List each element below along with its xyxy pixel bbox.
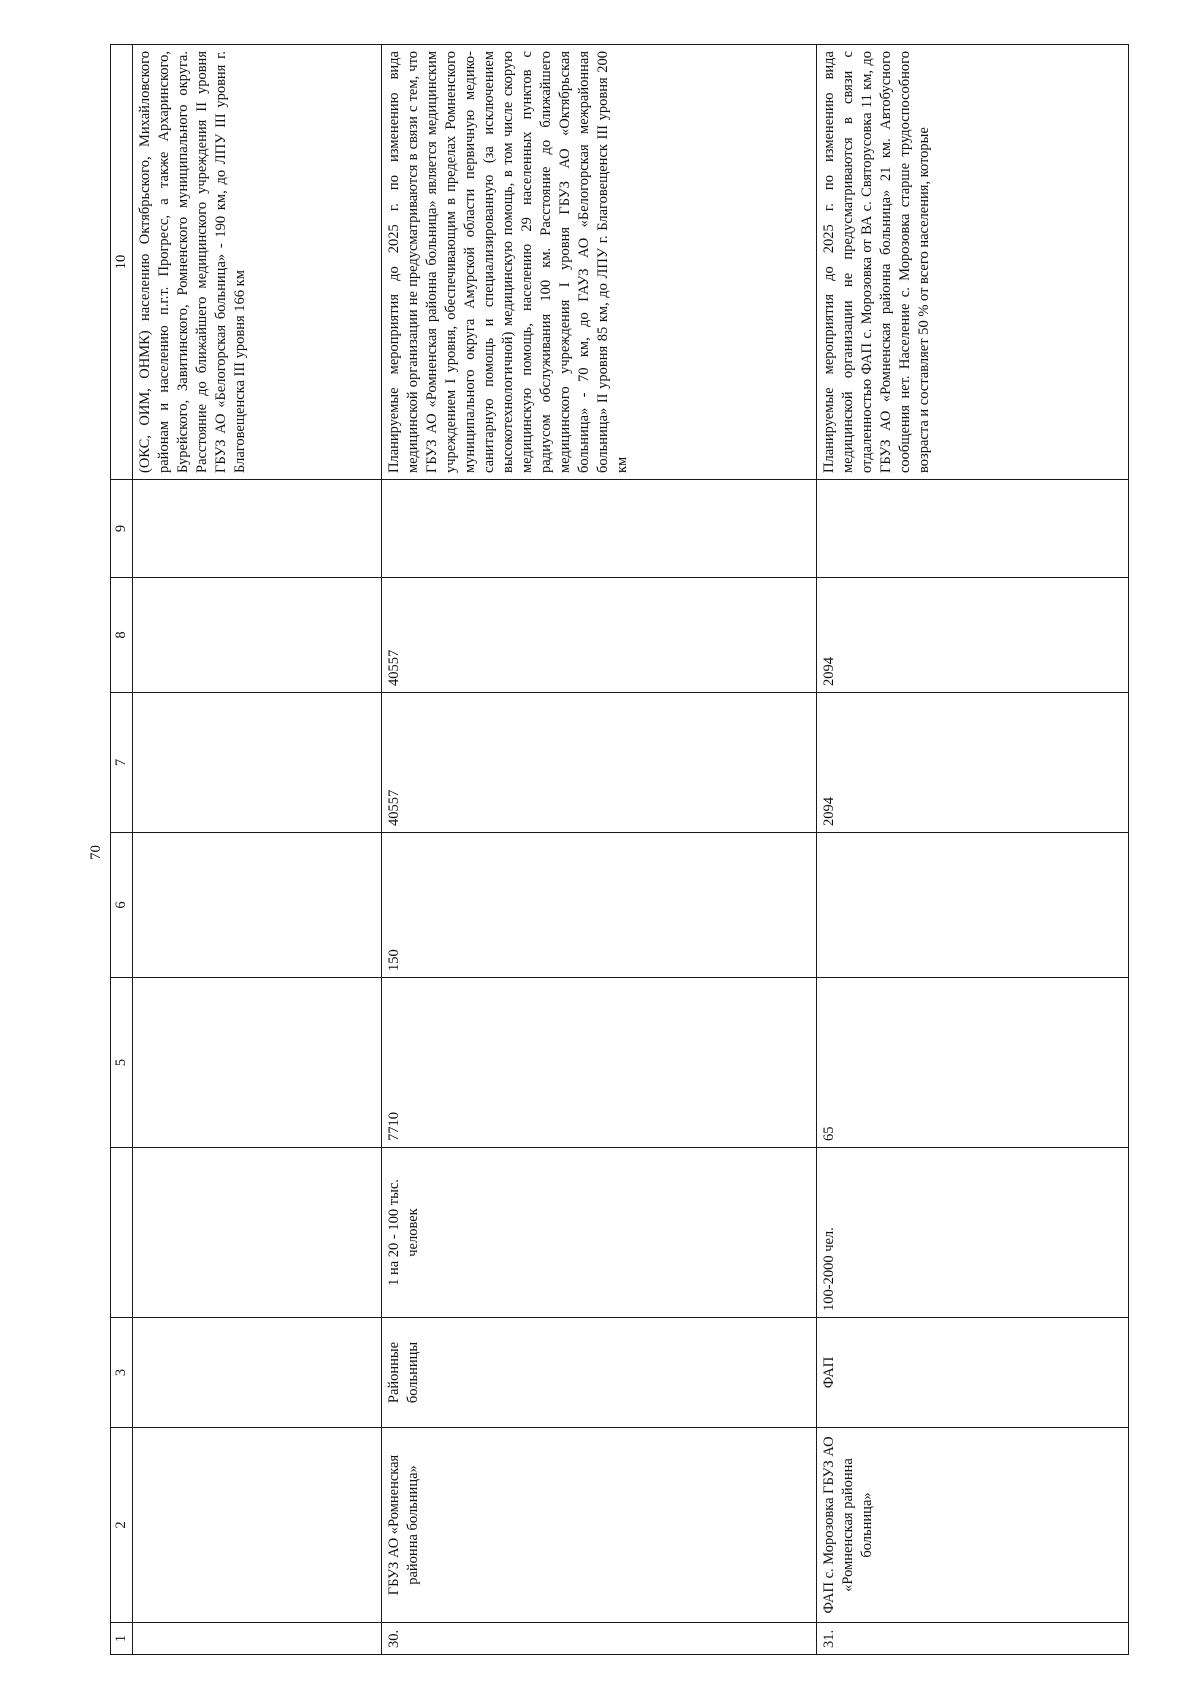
justification-text: Планируемые мероприятия до 2025 г. по изменению вида медицинской организации не предусматриваются в связи с тем, что ГБУЗ АО «Ромненская районна больница» является медицинским учреждением I уровня, обеспечивающим в пределах Ромненского муниципального округа Амурской области первичную медико-санитарную помощь и специализированную (за исключением высокотехнологичной) медицинскую помощь, в том числе скорую медицинскую помощь, населению 29 населенных пунктов с радиусом обслуживания 100 км. Расстояние до ближайшего медицинского учреждения I уровня ГБУЗ АО «Октябрьская больница» - 70 км, до ГАУЗ АО «Белогорская межрайонная больница» II уровня 85 км, до ЛПУ г. Благовещенск III уровня 200 км [382, 45, 817, 480]
header-cell: 7 [111, 693, 133, 833]
justification-text: Планируемые мероприятия до 2025 г. по изменению вида медицинской организации не предусматриваются в связи с отдаленностью ФАП с. Морозовка от ВА с. Святорусовка 11 км, до ГБУЗ АО «Ромненская районна больница» 21 км. Автобусного сообщения нет. Население с. Морозовка старше трудоспособного возраста и составляет 50 % от всего населения, которые [817, 45, 1129, 480]
service-norm [133, 1148, 382, 1318]
header-cell: 6 [111, 833, 133, 978]
header-cell [111, 1148, 133, 1318]
cell-9 [382, 480, 817, 578]
row-number [133, 1623, 382, 1655]
header-cell: 3 [111, 1318, 133, 1428]
header-cell: 1 [111, 1623, 133, 1655]
header-cell: 5 [111, 978, 133, 1148]
cell-7: 40557 [382, 693, 817, 833]
cell-7: 2094 [817, 693, 1129, 833]
facility-type: ФАП [817, 1318, 1129, 1428]
facilities-table [110, 44, 1129, 1655]
table-row [817, 45, 1129, 1655]
cell-5 [133, 978, 382, 1148]
cell-5: 7710 [382, 978, 817, 1148]
facility-name [133, 1428, 382, 1623]
row-number: 31. [817, 1623, 1129, 1655]
cell-8: 2094 [817, 578, 1129, 693]
justification-text: (ОКС, ОИМ, ОНМК) населению Октябрьского, Михайловского районам и населению п.г.т. Прогресс, а также Архаринского, Бурейского, Завитинского, Ромненского муниципального округа. Расстояние до ближайшего медицинского учреждения II уровня ГБУЗ АО «Белогорская больница» - 190 км, до ЛПУ III уровня г. Благовещенска III уровня 166 км [133, 45, 382, 480]
header-row [111, 45, 133, 1655]
facility-name: ГБУЗ АО «Ромненская районна больница» [382, 1428, 817, 1623]
header-cell: 9 [111, 480, 133, 578]
service-norm: 1 на 20 - 100 тыс. человек [382, 1148, 817, 1318]
cell-6 [817, 833, 1129, 978]
cell-5: 65 [817, 978, 1129, 1148]
cell-7 [133, 693, 382, 833]
cell-8: 40557 [382, 578, 817, 693]
header-cell: 8 [111, 578, 133, 693]
header-cell: 10 [111, 45, 133, 480]
cell-6: 150 [382, 833, 817, 978]
facility-name: ФАП с. Морозовка ГБУЗ АО «Ромненская районна больница» [817, 1428, 1129, 1623]
service-norm: 100-2000 чел. [817, 1148, 1129, 1318]
cell-8 [133, 578, 382, 693]
cell-9 [133, 480, 382, 578]
table-row [133, 45, 382, 1655]
cell-6 [133, 833, 382, 978]
header-cell: 2 [111, 1428, 133, 1623]
facility-type [133, 1318, 382, 1428]
row-number: 30. [382, 1623, 817, 1655]
rotated-page [110, 45, 1155, 1655]
page-number: 70 [88, 845, 104, 860]
table-row [382, 45, 817, 1655]
cell-9 [817, 480, 1129, 578]
facility-type: Районные больницы [382, 1318, 817, 1428]
